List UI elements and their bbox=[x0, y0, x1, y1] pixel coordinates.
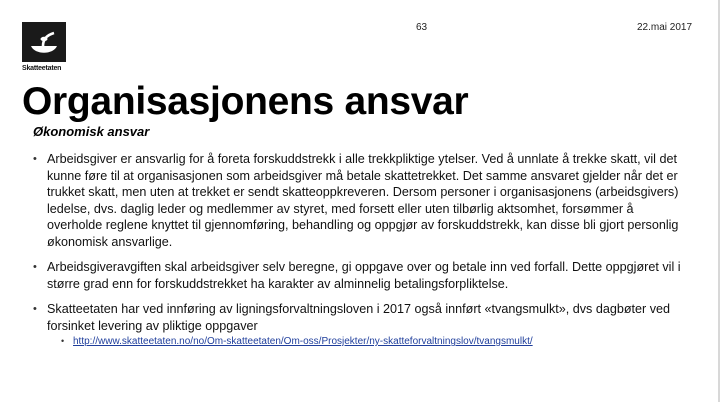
tvangsmulkt-link[interactable]: http://www.skatteetaten.no/no/Om-skatteetaten/Om-oss/Prosjekter/ny-skatteforvaltningslov/tvangsmulkt/ bbox=[73, 336, 533, 347]
slide-date: 22.mai 2017 bbox=[637, 22, 693, 33]
bullet-text: Arbeidsgiveravgiften skal arbeidsgiver selv beregne, gi oppgave over og betale inn ved forfall. Dette oppgjøret vil i større grad enn for forskuddstrekket ha karakter av alminnelig betalingsforpliktelse. bbox=[47, 260, 681, 291]
logo-label: Skatteetaten bbox=[22, 65, 62, 72]
logo-emblem-icon bbox=[22, 22, 66, 62]
page-number: 63 bbox=[416, 22, 428, 33]
bullet-item bbox=[33, 259, 688, 292]
bullet-icon: • bbox=[33, 303, 37, 315]
logo-emblem bbox=[22, 22, 66, 62]
skatteetaten-logo bbox=[22, 22, 66, 78]
slide-title: Organisasjonens ansvar bbox=[22, 80, 469, 123]
bullet-icon: • bbox=[33, 153, 37, 165]
bullet-icon: • bbox=[33, 261, 37, 273]
bullet-list bbox=[33, 151, 688, 357]
bullet-item bbox=[33, 151, 688, 250]
slide-subtitle: Økonomisk ansvar bbox=[33, 124, 150, 139]
bullet-text: Skatteetaten har ved innføring av ligningsforvaltningsloven i 2017 også innført «tvangsmulkt», dvs dagbøter ved forsinket levering av pliktige oppgaver bbox=[47, 302, 671, 333]
sub-bullet-item bbox=[47, 335, 688, 348]
bullet-item bbox=[33, 301, 688, 348]
bullet-text: Arbeidsgiver er ansvarlig for å foreta forskuddstrekk i alle trekkpliktige ytelser. Ved å unnlate å trekke skatt, vil det kunne føre til at organisasjonen som arbeidsgiver må betale skattetrekket. Det samme ansvaret gjelder når det er trukket skatt, men uten at trekket er sendt skatteoppkreveren. Dersom personer i organisasjonens (arbeidsgivers) ledelse, dvs. daglig leder og medlemmer av styret, med forsett eller uten tilbørlig aktsomhet, forsømmer å overholde reglene knyttet til gjennomføring, behandling og oppgjør av forskuddstrekk, kan disse bli gjort personlig økonomisk ansvarlige. bbox=[47, 152, 679, 249]
sub-bullet-icon: • bbox=[61, 336, 65, 346]
